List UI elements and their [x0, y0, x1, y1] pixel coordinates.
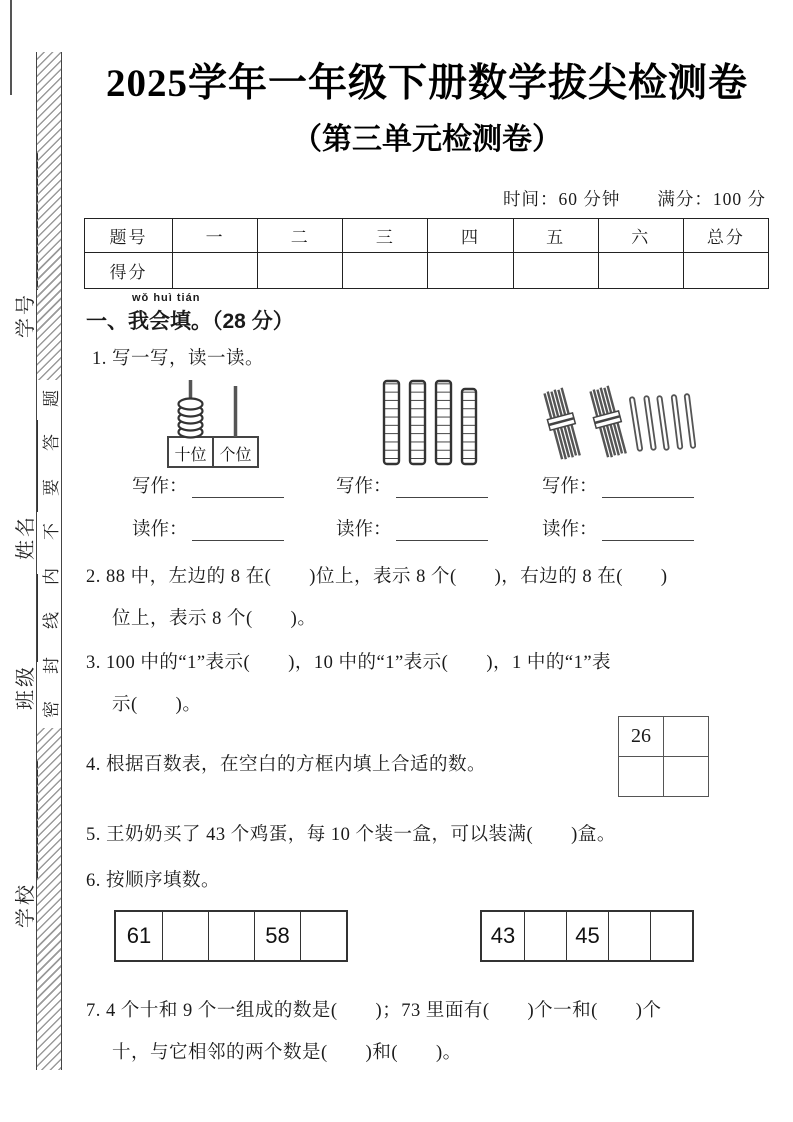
answer-blank — [192, 521, 284, 541]
section-one-heading — [86, 292, 294, 335]
single-sticks — [630, 394, 696, 451]
seal-char: 答 — [41, 434, 61, 452]
write-label: 写作： — [542, 477, 598, 497]
score-row-label: 得分 — [85, 253, 173, 289]
hatch-pattern — [37, 52, 61, 380]
ones-place-label: 个位 — [219, 447, 252, 464]
student-name-field — [12, 420, 38, 560]
question-3-line-2: 示( )。 — [112, 695, 202, 715]
seal-char: 线 — [41, 612, 61, 630]
seal-char: 题 — [41, 390, 61, 407]
answer-blank — [396, 478, 488, 498]
question-2-line-1: 2. 88 中，左边的 8 在( )位上，表示 8 个( )，右边的 8 在( ) — [86, 567, 668, 587]
seal-line-text — [37, 380, 61, 728]
sequence-cell: 45 — [566, 912, 608, 960]
page-subtitle: （第三单元检测卷） — [292, 123, 562, 156]
read-label: 读作： — [542, 520, 598, 540]
score-cell — [258, 253, 343, 289]
student-number-label: 学号 — [15, 292, 37, 338]
write-label: 写作： — [336, 477, 392, 497]
answer-group-2 — [336, 472, 488, 558]
read-row — [132, 515, 284, 541]
question-4-text: 4. 根据百数表，在空白的方框内填上合适的数。 — [86, 755, 487, 775]
write-label: 写作： — [132, 477, 188, 497]
sequence-cell — [524, 912, 566, 960]
score-header-cell: 六 — [598, 219, 683, 253]
score-header-cell: 总分 — [683, 219, 768, 253]
sequence-cell — [162, 912, 208, 960]
answer-blank — [16, 153, 38, 290]
student-name-label: 姓名 — [15, 514, 37, 560]
time-score-info: 时间：60 分钟 满分：100 分 — [503, 189, 766, 209]
base-ten-rods-icon — [374, 376, 486, 472]
seal-char: 封 — [41, 656, 61, 674]
number-sequence-strip-2 — [480, 910, 694, 962]
score-cell — [683, 253, 768, 289]
pinyin-annotation: wǒ huì tián — [132, 292, 201, 304]
score-header-cell: 五 — [513, 219, 598, 253]
student-number-field — [12, 153, 38, 338]
answer-group-3 — [542, 472, 694, 558]
score-cell — [343, 253, 428, 289]
answer-group-1 — [132, 472, 284, 558]
exam-content — [84, 0, 770, 1122]
grid-cell — [664, 757, 709, 797]
page-edge-mark — [10, 0, 12, 95]
answer-blank — [602, 478, 694, 498]
read-label: 读作： — [132, 520, 188, 540]
sequence-cell — [300, 912, 346, 960]
question-5-text: 5. 王奶奶买了 43 个鸡蛋，每 10 个装一盒，可以装满( )盒。 — [86, 825, 616, 845]
score-header-cell: 三 — [343, 219, 428, 253]
score-cell — [598, 253, 683, 289]
class-field — [12, 574, 38, 710]
read-row — [542, 515, 694, 541]
seal-char: 要 — [41, 478, 61, 496]
hatch-pattern — [37, 728, 61, 1070]
read-label: 读作： — [336, 520, 392, 540]
bundle-of-ten — [586, 385, 629, 459]
score-table-score-row — [85, 253, 769, 289]
school-field — [12, 760, 38, 928]
ten-rod — [384, 381, 476, 464]
tens-place-label: 十位 — [174, 447, 207, 464]
question-7-line-1: 7. 4 个十和 9 个一组成的数是( )；73 里面有( )个一和( )个 — [86, 1001, 662, 1021]
question-6-text: 6. 按顺序填数。 — [86, 871, 221, 891]
answer-blank — [16, 760, 38, 880]
score-cell — [173, 253, 258, 289]
seal-char: 不 — [41, 523, 61, 541]
question-2-line-2: 位上，表示 8 个( )。 — [112, 609, 317, 629]
sequence-cell: 43 — [490, 923, 516, 948]
score-header-cell: 四 — [428, 219, 513, 253]
section-title: 我会填。 — [128, 310, 212, 333]
answer-blank — [396, 521, 488, 541]
score-table-header-row — [85, 219, 769, 253]
score-header-cell: 二 — [258, 219, 343, 253]
seal-char: 密 — [41, 700, 61, 718]
answer-blank — [16, 420, 38, 512]
score-header-cell: 一 — [173, 219, 258, 253]
abacus-graphic — [152, 376, 278, 472]
bundle-of-ten — [540, 387, 583, 461]
answer-blank — [192, 478, 284, 498]
grid-cell: 26 — [619, 717, 664, 757]
sequence-cell — [208, 912, 254, 960]
score-cell — [428, 253, 513, 289]
class-label: 班级 — [15, 664, 37, 710]
section-number: 一、 — [86, 310, 128, 333]
seal-line-band — [36, 52, 62, 1070]
grid-cell — [619, 757, 664, 797]
write-row — [336, 472, 488, 498]
bead — [179, 399, 203, 410]
hundred-chart-fragment — [618, 716, 709, 797]
sequence-cell: 58 — [254, 912, 300, 960]
score-cell — [513, 253, 598, 289]
sequence-cell — [650, 912, 692, 960]
section-heading-text — [86, 305, 294, 335]
grid-cell — [664, 717, 709, 757]
answer-blank — [16, 574, 38, 662]
read-row — [336, 515, 488, 541]
question-1-text: 1. 写一写，读一读。 — [92, 349, 265, 369]
answer-blank — [602, 521, 694, 541]
page-title: 2025学年一年级下册数学拔尖检测卷 — [105, 62, 748, 105]
write-row — [132, 472, 284, 498]
question-3-line-1: 3. 100 中的“1”表示( )，10 中的“1”表示( )，1 中的“1”表 — [86, 653, 612, 673]
stick-bundles-icon — [534, 378, 696, 470]
seal-char: 内 — [41, 567, 61, 585]
school-label: 学校 — [15, 882, 37, 928]
number-sequence-strip-1 — [114, 910, 348, 962]
score-table — [84, 218, 769, 289]
question-7-line-2: 十，与它相邻的两个数是( )和( )。 — [112, 1043, 462, 1063]
sequence-cell — [608, 912, 650, 960]
section-points: （28 分） — [212, 310, 294, 333]
write-row — [542, 472, 694, 498]
sequence-cell: 61 — [126, 923, 152, 948]
score-header-cell: 题号 — [85, 219, 173, 253]
